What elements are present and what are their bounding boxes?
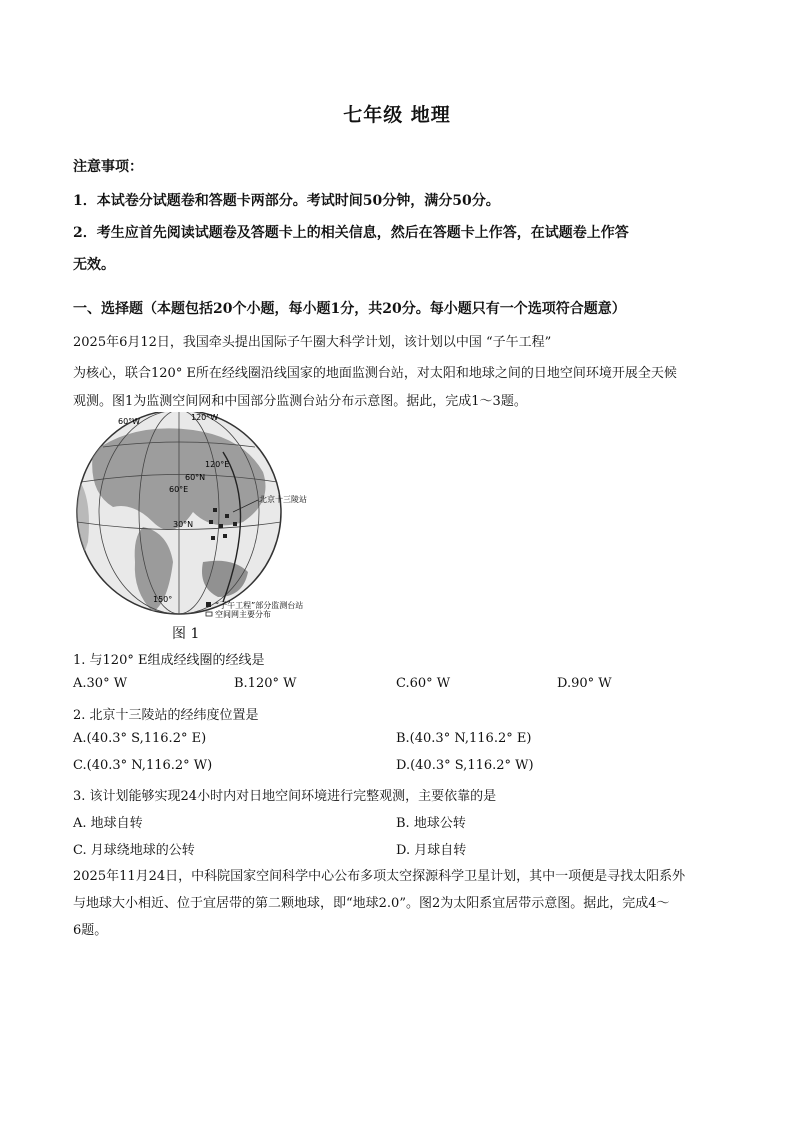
notice-item-2-line1: 2．考生应首先阅读试题卷及答题卡上的相关信息，然后在答题卡上作答，在试题卷上作答 [73, 225, 629, 241]
q3-stem: 3. 该计划能够实现24小时内对日地空间环境进行完整观测，主要依靠的是 [73, 789, 497, 804]
passage1-line3: 观测。图1为监测空间网和中国部分监测台站分布示意图。据此，完成1～3题。 [73, 394, 527, 409]
q1-option-d: D.90° W [557, 676, 612, 691]
q3-option-b: B. 地球公转 [396, 816, 466, 831]
q2-option-d: D.(40.3° S,116.2° W) [396, 758, 534, 773]
passage1-line2: 为核心，联合120° E所在经线圈沿线国家的地面监测台站，对太阳和地球之间的日地空间环境开展全天候 [73, 366, 677, 381]
label-30n: 30°N [173, 520, 194, 529]
label-120e: 120°E [205, 460, 230, 469]
notice-item-1: 1．本试卷分试题卷和答题卡两部分。考试时间50分钟，满分50分。 [73, 193, 500, 209]
legend-network-text: 空间网主要分布 [215, 610, 271, 619]
legend-station-text: “子午工程”部分监测台站 [215, 601, 304, 610]
q3-option-c: C. 月球绕地球的公转 [73, 843, 195, 858]
passage1-line1: 2025年6月12日，我国牵头提出国际子午圈大科学计划，该计划以中国 “子午工程” [73, 335, 552, 350]
figure-1-globe-map [73, 412, 335, 644]
figure-1-caption: 图 1 [172, 626, 200, 642]
section-heading: 一、选择题（本题包括20个小题，每小题1分，共20分。每小题只有一个选项符合题意） [73, 301, 626, 317]
q1-option-b: B.120° W [234, 676, 297, 691]
q1-option-c: C.60° W [396, 676, 451, 691]
q3-option-a: A. 地球自转 [73, 816, 143, 831]
label-station: 北京十三陵站 [259, 495, 307, 504]
q2-option-c: C.(40.3° N,116.2° W) [73, 758, 213, 773]
q2-stem: 2. 北京十三陵站的经纬度位置是 [73, 708, 259, 723]
q1-stem: 1. 与120° E组成经线圈的经线是 [73, 653, 265, 668]
legend-network-icon [206, 612, 212, 616]
q3-option-d: D. 月球自转 [396, 843, 467, 858]
label-60e: 60°E [169, 485, 189, 494]
label-60n: 60°N [185, 473, 206, 482]
notice-item-2-line2: 无效。 [73, 257, 115, 273]
passage2-line1: 2025年11月24日，中科院国家空间科学中心公布多项太空探源科学卫星计划，其中一项便是寻找太阳系外 [73, 869, 686, 884]
label-150: 150° [153, 595, 173, 604]
label-120w: 120°W [191, 413, 219, 422]
passage2-line3: 6题。 [73, 923, 108, 938]
page-title: 七年级 地理 [343, 104, 451, 126]
q2-option-a: A.(40.3° S,116.2° E) [73, 731, 207, 746]
label-60w: 60°W [118, 417, 141, 426]
notice-heading: 注意事项： [73, 159, 143, 175]
passage2-line2: 与地球大小相近、位于宜居带的第二颗地球，即“地球2.0”。图2为太阳系宜居带示意图。据此，完成4～ [73, 896, 670, 911]
q2-option-b: B.(40.3° N,116.2° E) [396, 731, 532, 746]
q1-option-a: A.30° W [73, 676, 128, 691]
legend-station-icon [206, 602, 211, 607]
